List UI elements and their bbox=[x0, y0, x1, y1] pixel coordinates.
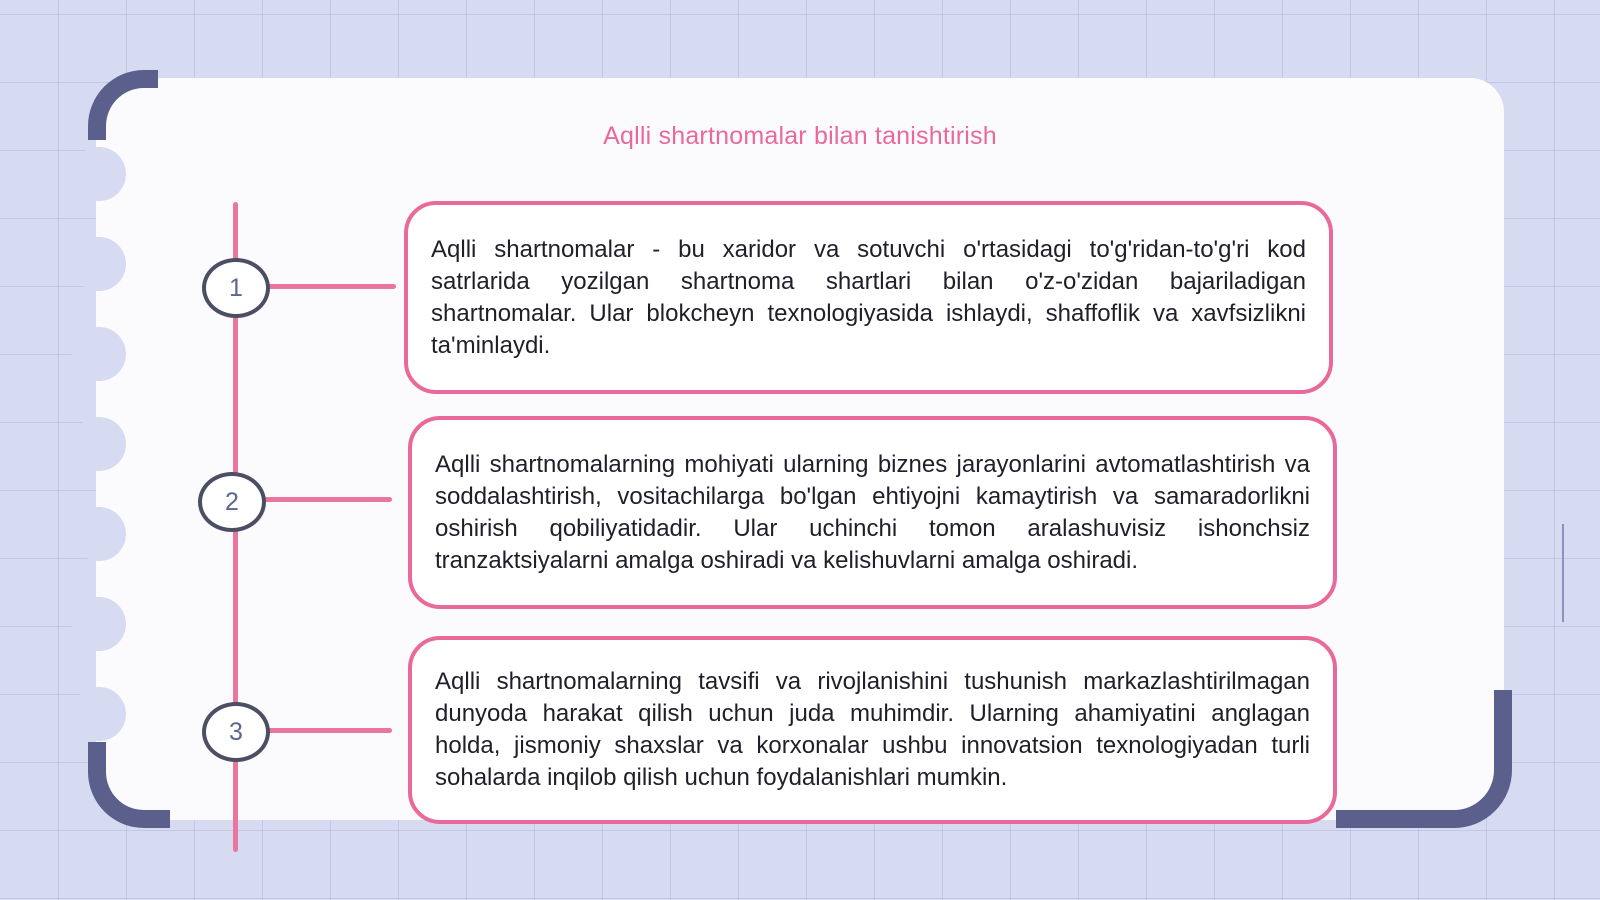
timeline-connector bbox=[258, 497, 392, 502]
step-number-circle bbox=[198, 472, 266, 532]
card-notch bbox=[72, 327, 126, 381]
card-notch bbox=[72, 597, 126, 651]
card-notch bbox=[72, 417, 126, 471]
timeline-connector bbox=[262, 284, 396, 289]
timeline-connector bbox=[262, 728, 392, 733]
timeline-text-box bbox=[408, 636, 1337, 824]
timeline-text: Aqlli shartnomalarning tavsifi va rivojlanishini tushunish markazlashtirilmagan dunyoda harakat qilish uchun juda muhimdir. Ularning ahamiyatini anglagan holda, jismoniy shaxslar va korxonalar ushbu innovatsion texnologiyadan turli sohalarda inqilob qilish uchun foydalanishlari mumkin. bbox=[435, 668, 1310, 791]
step-number-circle bbox=[202, 702, 270, 762]
step-number-circle bbox=[202, 258, 270, 318]
corner-bracket-bottom-right bbox=[1336, 690, 1512, 828]
decorative-tick bbox=[1562, 524, 1564, 622]
step-number: 2 bbox=[225, 487, 239, 516]
card-notch bbox=[72, 687, 126, 741]
timeline-text: Aqlli shartnomalarning mohiyati ularning biznes jarayonlarini avtomatlashtirish va soddalashtirish, vositachilarga bo'lgan ehtiyojni kamaytirish va samaradorlikni oshirish qobiliyatidadir. Ular uchinchi tomon aralashuvisiz ishonchsiz tranzaktsiyalarni amalga oshiradi va kelishuvlarni amalga oshiradi. bbox=[435, 450, 1310, 574]
step-number: 3 bbox=[229, 717, 243, 746]
card-notch bbox=[72, 507, 126, 561]
timeline-text: Aqlli shartnomalar - bu xaridor va sotuvchi o'rtasidagi to'g'ridan-to'g'ri kod satrlarida yozilgan shartnoma shartlari bilan o'z-o'zidan bajariladigan shartnomalar. Ular blokcheyn texnologiyasida ishlaydi, shaffoflik va xavfsizlikni ta'minlaydi. bbox=[431, 235, 1306, 359]
timeline-text-box bbox=[404, 201, 1333, 394]
corner-bracket-bottom-left bbox=[88, 742, 170, 828]
card-notch bbox=[72, 147, 126, 201]
slide-title: Aqlli shartnomalar bilan tanishtirish bbox=[603, 122, 997, 150]
timeline-text-box bbox=[408, 416, 1337, 609]
step-number: 1 bbox=[229, 273, 243, 302]
card-notch bbox=[72, 237, 126, 291]
